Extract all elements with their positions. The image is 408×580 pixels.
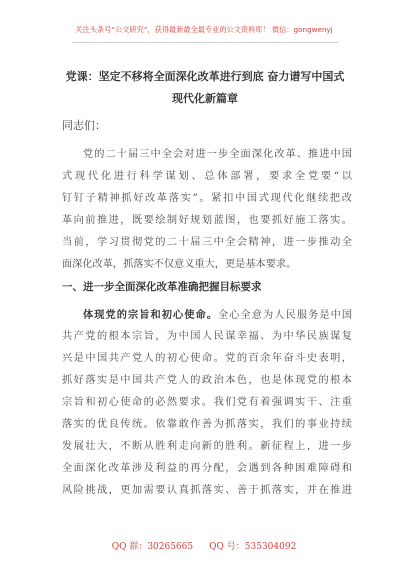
footer-contact <box>0 539 408 552</box>
footer-qq-number: QQ 号：535304092 <box>209 542 297 552</box>
paragraph-intro <box>62 144 352 276</box>
document-title <box>64 66 346 110</box>
title-line-1: 党课：坚定不移将全面深化改革进行到底 奋力谱写中国式 <box>65 70 345 83</box>
paragraph-line: 共产党的根本宗旨，为中国人民谋幸福、为中华民族谋复 <box>62 331 352 342</box>
paragraph-line: 抓好落实是中国共产党人的政治本色，也是体现党的根本 <box>62 375 352 386</box>
paragraph-line: 钉钉子精神抓好改革落实”。紧扣中国式现代化继续把改 <box>62 193 352 204</box>
paragraph-lead: 体现党的宗旨和初心使命。 <box>83 309 219 321</box>
paragraph-line: 落实的优良传统。依靠敢作善为抓落实，我们的事业持续 <box>62 419 352 430</box>
paragraph-line: 兴是中国共产党人的初心使命。党的百余年奋斗史表明， <box>62 353 352 364</box>
paragraph-first-rest: 全心全意为人民服务是中国 <box>218 310 353 321</box>
paragraph-section-1 <box>62 304 352 502</box>
paragraph-line: 式现代化进行科学谋划、总体部署，要求全党要“以 <box>62 171 352 182</box>
paragraph-line: 革向前推进，既要绘制好规划蓝图，也要抓好施工落实。 <box>62 215 352 226</box>
paragraph-line: 当前，学习贯彻党的二十届三中全会精神，进一步推动全 <box>62 237 352 248</box>
paragraph-line: 面深化改革，抓落实不仅意义重大，更是基本要求。 <box>62 259 297 270</box>
footer-qq-group: QQ 群：30265665 <box>111 542 194 552</box>
paragraph-line: 全面深化改革涉及利益的再分配，会遇到各种困难障碍和 <box>62 463 352 474</box>
section-heading-1: 一、进一步全面深化改革准确把握目标要求 <box>62 281 262 293</box>
header-note: 关注头条号“公文研究”，获得最新最全最专业的公文资料库！ 微信：gongwenyj <box>75 25 333 34</box>
paragraph-line: 宗旨和初心使命的必然要求。我们党有着强调实干、注重 <box>62 397 352 408</box>
salutation: 同志们： <box>62 119 106 132</box>
paragraph-line: 风险挑战，更加需要认真抓落实、善于抓落实，并在推进 <box>62 485 352 496</box>
paragraph-line: 发展壮大，不断从胜利走向新的胜利。新征程上，进一步 <box>62 441 352 452</box>
title-line-2: 现代化新篇章 <box>172 92 238 105</box>
header-divider <box>72 42 338 43</box>
paragraph-line: 党的二十届三中全会对进一步全面深化改革、推进中国 <box>83 149 352 160</box>
paragraph-first-line <box>62 304 352 326</box>
